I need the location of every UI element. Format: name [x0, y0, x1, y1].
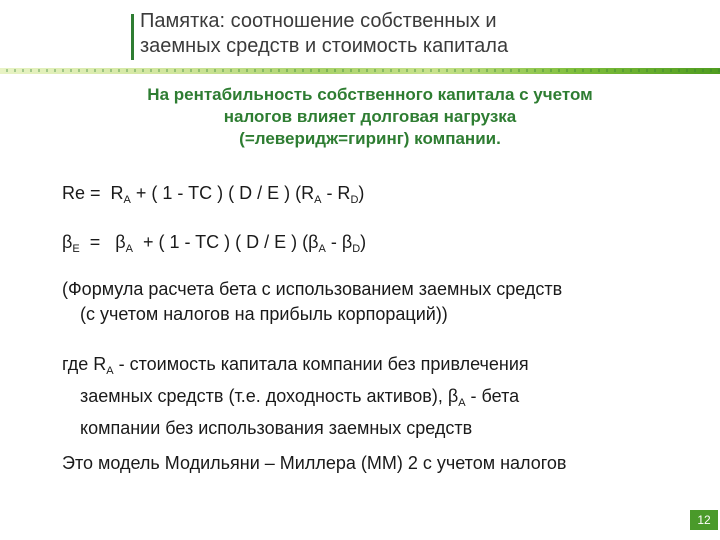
page-title — [140, 9, 700, 59]
subtitle-line-1: На рентабильность собственного капитала с учетом — [147, 85, 593, 104]
subtitle — [70, 84, 670, 150]
formula-levered-beta: $\beta_E$ = $\beta_A$ + ( 1 - TC ) ( D / E ) $(\beta_A - \beta_D)$ — [62, 232, 367, 255]
subtitle-line-2: налогов влияет долговая нагрузка — [223, 107, 517, 126]
model-note: Это модель Модильяни – Миллера (ММ) 2 с учетом налогов — [62, 453, 567, 473]
title-line-1: Памятка: соотношение собственных и — [140, 10, 497, 32]
title-accent-bar — [131, 14, 134, 60]
title-line-2: заемных средств и стоимость капитала — [140, 35, 509, 57]
formula-note: (Формула расчета бета с использованием заемных средств (с учетом налогов на прибыль корпораций)) — [62, 279, 563, 324]
subtitle-line-3: (=левеpидж=гиринг) компании. — [239, 129, 501, 148]
definitions-paragraph: где $R_A$ - стоимость капитала компании без привлечения заемных средств (т.е. доходность активов), $\beta_A$ - бета компании без использования заемных средств — [62, 354, 529, 438]
header-divider-stripe — [0, 66, 720, 76]
formula-return-on-equity: $Re = R_A$ + ( 1 - TC ) ( D / E ) $(R_A - R_D)$ — [62, 183, 365, 206]
slide-number-badge: 12 — [690, 510, 718, 530]
